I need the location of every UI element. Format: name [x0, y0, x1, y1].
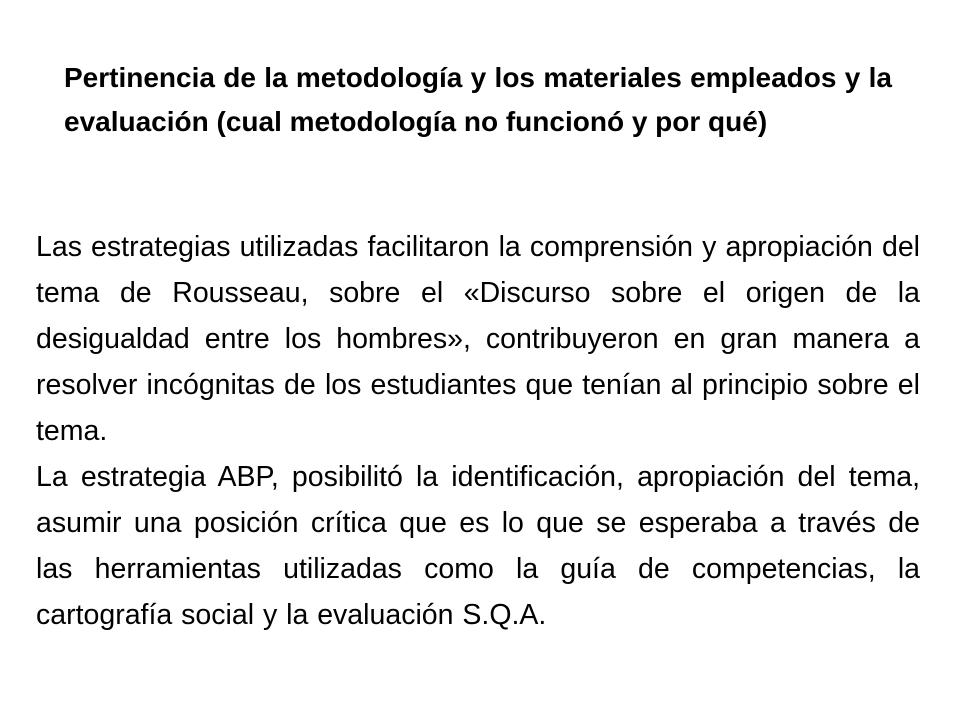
- body-paragraph-abp: La estrategia ABP, posibilitó la identificación, apropiación del tema, asumir una posición crítica que es lo que se esperaba a través de las herramientas utilizadas como la guía de competencias, la cartografía social y la evaluación S.Q.A.: [36, 461, 920, 631]
- body-paragraph-strategies: Las estrategias utilizadas facilitaron la comprensión y apropiación del tema de Rousseau, sobre el «Discurso sobre el origen de la desigualdad entre los hombres», contribuyeron en gran manera a resolver incógnitas de los estudiantes que tenían al principio sobre el tema.: [36, 231, 920, 447]
- slide-body: [36, 224, 920, 638]
- slide-title: Pertinencia de la metodología y los materiales empleados y la evaluación (cual metodología no funcionó y por qué): [64, 62, 892, 137]
